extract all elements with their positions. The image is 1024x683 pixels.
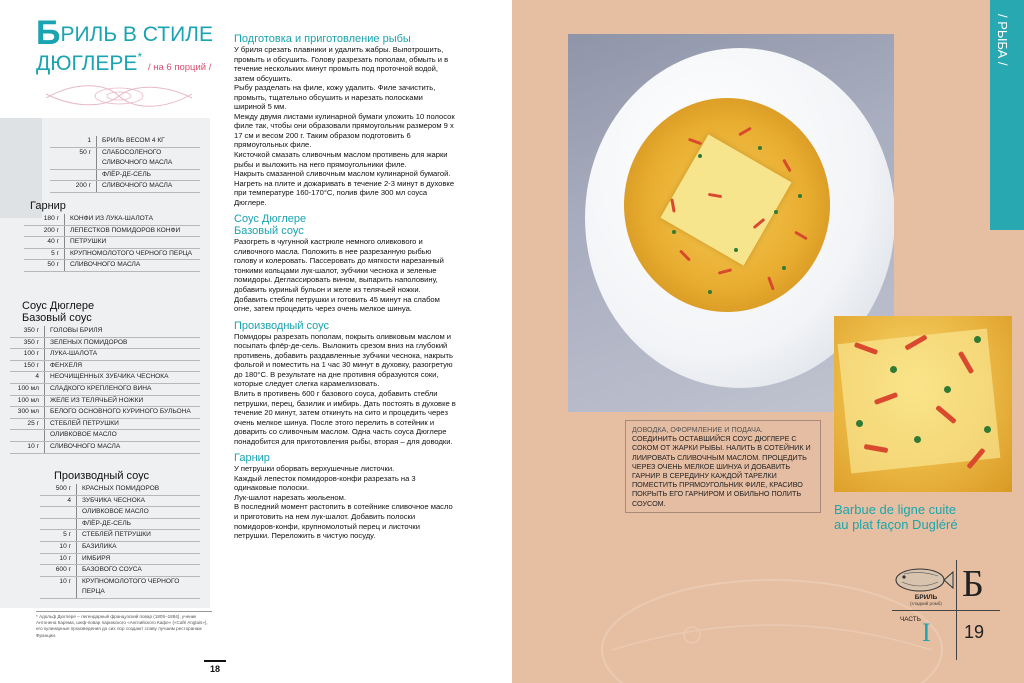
paragraph: В последний момент растопить в сотейнике сливочное масло и приготовить на нем лук-шалот. Добавить полоски помидоров-конфи, крупномолотый перец и листочки петрушки. Переложить в чистую посуду.: [234, 502, 453, 541]
parsley-leaf: [984, 426, 991, 433]
title-line2: ДЮГЛЕРЕ: [36, 52, 138, 75]
ingredients-main-list: [50, 136, 200, 193]
list-item: 10 г ИМБИРЯ: [40, 554, 200, 566]
list-item: 300 мл БЕЛОГО ОСНОВНОГО КУРИНОГО БУЛЬОНА: [10, 407, 200, 419]
list-item: 100 мл ЖЕЛЕ ИЗ ТЕЛЯЧЬЕЙ НОЖКИ: [10, 396, 200, 408]
title-asterisk: *: [137, 50, 143, 64]
page-number-right: 19: [964, 622, 985, 642]
french-title: Barbue de ligne cuite au plat façon Dugléré: [834, 502, 958, 532]
section-heading-fish: Подготовка и приготовление рыбы: [234, 33, 411, 45]
section-heading-base-sauce: Соус Дюглере Базовый соус: [234, 213, 307, 238]
parsley-leaf: [758, 146, 762, 150]
paragraph: Разогреть в чугунной кастрюле немного оливкового и сливочного масла. Положить в нее разрезанную рыбью голову и колеровать. Пассеровать до мягкости нарезанный тонкими кольцами лук-шалот, зубчики чеснока и зеленые помидоры. Деглассировать вином, выпарить наполовину, добавить куриный бульон и желе из телячьей ножки. Добавить стебли петрушки и готовить 45 минут на слабом огне, затем процедить через очень мелкое шинуа.: [234, 237, 444, 314]
list-item: 180 г КОНФИ ИЗ ЛУКА-ШАЛОТА: [24, 214, 200, 226]
list-item: ФЛЁР-ДЕ-СЕЛЬ: [40, 519, 200, 531]
part-number: I: [922, 618, 931, 647]
divider: [956, 560, 957, 660]
list-item: 350 г ЗЕЛЕНЫХ ПОМИДОРОВ: [10, 338, 200, 350]
part-label: ЧАСТЬ: [900, 616, 921, 623]
parsley-leaf: [672, 230, 676, 234]
paragraph: У бриля срезать плавники и удалить жабры. Выпотрошить, промыть и обсушить. Голову разрезать пополам, обмыть и в течение нескольких минут промыть под проточной водой, затем обсушить.: [234, 45, 449, 83]
parsley-leaf: [708, 290, 712, 294]
list-item: 10 г БАЗИЛИКА: [40, 542, 200, 554]
list-item: 10 г СЛИВОЧНОГО МАСЛА: [10, 442, 200, 454]
paragraph: Влить в противень 600 г базового соуса, добавить стебли петрушки, перец, базилик и имбирь. Дать постоять в духовке в течение 20 минут, затем откинуть на сито и процедить через очень мелкое шинуа. После этого перелить в сотейник и доварить со сливочным маслом. Одна часть соуса Дюглере понадобится для приготовления рыбы, вторая – для доводки.: [234, 388, 456, 446]
ornament-icon: [44, 78, 194, 114]
section-heading-derived-sauce: Производный соус: [234, 319, 330, 332]
recipe-instructions: [234, 33, 456, 541]
ingredients-derived-list: [40, 484, 200, 599]
garnish-heading: Гарнир: [30, 200, 66, 212]
serving-text: СОЕДИНИТЬ ОСТАВШИЙСЯ СОУС ДЮГЛЕРЕ С СОКОМ ОТ ЖАРКИ РЫБЫ. НАЛИТЬ В СОТЕЙНИК И ЛИИРОВАТЬ СЛИВОЧНЫМ МАСЛОМ. ПРОЦЕДИТЬ ЧЕРЕЗ ОЧЕНЬ МЕЛКОЕ ШИНУА И ДОБАВИТЬ ГАРНИР. В СЕРЕДИНУ КАЖДОЙ ТАРЕЛКИ ПОМЕСТИТЬ ПРЯМОУГОЛЬНИК ФИЛЕ, КРАСИВО ПОКРЫТЬ ЕГО ГАРНИРОМ И ОБИЛЬНО ПОЛИТЬ СОУСОМ.: [632, 434, 811, 508]
list-item: 150 г ФЕНХЕЛЯ: [10, 361, 200, 373]
paragraph: Рыбу разделать на филе, кожу удалить. Филе зачистить, промыть, тщательно обсушить и нарезать полосками шириной 5 мм.: [234, 83, 436, 112]
paragraph: У петрушки оборвать верхушечные листочки.: [234, 464, 395, 474]
list-item: 40 г ПЕТРУШКИ: [24, 237, 200, 249]
parsley-leaf: [856, 420, 863, 427]
list-item: 50 г СЛИВОЧНОГО МАСЛА: [24, 260, 200, 272]
paragraph: Между двумя листами кулинарной бумаги уложить 10 полосок филе так, чтобы они образовали прямоугольник размером 9 х 17 см и весом 200 г. Таким образом подготовить 6 прямоугольных филе.: [234, 111, 455, 150]
section-tab-label: / РЫБА /: [995, 14, 1010, 66]
index-box: [892, 560, 1000, 680]
parsley-leaf: [734, 248, 738, 252]
paragraph: Каждый лепесток помидоров-конфи разрезать на 3 одинаковые полоски.: [234, 473, 416, 493]
ingredients-garnish-list: [24, 214, 200, 272]
parsley-leaf: [798, 194, 802, 198]
dish-closeup-photo: [834, 316, 1012, 492]
base-sauce-heading: Соус Дюглере Базовый соус: [22, 300, 95, 324]
list-item: 50 г СЛАБОСОЛЕНОГО СЛИВОЧНОГО МАСЛА: [50, 148, 200, 170]
parsley-leaf: [974, 336, 981, 343]
list-item: 5 г КРУПНОМОЛОТОГО ЧЕРНОГО ПЕРЦА: [24, 249, 200, 261]
paragraph: Кисточкой смазать сливочным маслом противень для жарки рыбы и выложить на него прямоугольники филе.: [234, 150, 448, 169]
recipe-title: [36, 14, 226, 79]
list-item: ОЛИВКОВОЕ МАСЛО: [40, 507, 200, 519]
title-first-letter: Б: [36, 14, 61, 52]
serving-instructions: [625, 420, 821, 513]
title-line1: РИЛЬ В СТИЛЕ: [60, 23, 213, 46]
index-letter: Б: [962, 563, 984, 605]
list-item: ФЛЁР-ДЕ-СЕЛЬ: [50, 170, 200, 182]
list-item: 1 БРИЛЬ ВЕСОМ 4 КГ: [50, 136, 200, 148]
index-fish-name: БРИЛЬ: [914, 594, 938, 601]
list-item: 600 г БАЗОВОГО СОУСА: [40, 565, 200, 577]
serving-heading: ДОВОДКА, ОФОРМЛЕНИЕ И ПОДАЧА.: [632, 425, 763, 434]
list-item: 5 г СТЕБЛЕЙ ПЕТРУШКИ: [40, 530, 200, 542]
portions-label: / на 6 порций /: [147, 62, 212, 73]
parsley-leaf: [698, 154, 702, 158]
page-number-left: 18: [204, 660, 226, 674]
list-item: 4 ЗУБЧИКА ЧЕСНОКА: [40, 496, 200, 508]
parsley-leaf: [782, 266, 786, 270]
list-item: 200 г СЛИВОЧНОГО МАСЛА: [50, 181, 200, 193]
list-item: 100 мл СЛАДКОГО КРЕПЛЕНОГО ВИНА: [10, 384, 200, 396]
divider: [892, 610, 1000, 611]
list-item: 25 г СТЕБЛЕЙ ПЕТРУШКИ: [10, 419, 200, 431]
parsley-leaf: [774, 210, 778, 214]
parsley-leaf: [944, 386, 951, 393]
paragraph: Помидоры разрезать пополам, покрыть оливковым маслом и посыпать флёр-де-сель. Выложить срезом вниз на глубокий противень, добавить раздавленные зубчики чеснока, накрыть фольгой и поместить на 1 час 30 минут в духовку, разогретую до 180°С. В результате на дне противня образуются соки, которые следует слегка карамелизовать.: [234, 331, 453, 389]
list-item: 4 НЕОЧИЩЕННЫХ ЗУБЧИКА ЧЕСНОКА: [10, 372, 200, 384]
list-item: 350 г ГОЛОВЫ БРИЛЯ: [10, 326, 200, 338]
list-item: ОЛИВКОВОЕ МАСЛО: [10, 430, 200, 442]
parsley-leaf: [914, 436, 921, 443]
paragraph: Накрыть смазанной сливочным маслом кулинарной бумагой. Нагреть на плите и дожаривать в течение 2-3 минут в духовке при температуре 160-170°С, полив филе 300 мл соуса Дюглере.: [234, 169, 455, 207]
footnote: * Адольф Дюглере – легендарный французский повар (1805–1884), ученик Антонена Карема, шеф-повар парижского «Английского Кафе» («Café Anglais»), его кулинарные произведения до сих пор создают славу лучшим ресторанам Франции.: [36, 611, 212, 639]
section-heading-garnish: Гарнир: [234, 452, 270, 465]
list-item: 200 г ЛЕПЕСТКОВ ПОМИДОРОВ КОНФИ: [24, 226, 200, 238]
list-item: 10 г КРУПНОМОЛОТОГО ЧЕРНОГО ПЕРЦА: [40, 577, 200, 599]
index-fish-subname: (гладкий ромб): [910, 601, 942, 606]
list-item: 500 г КРАСНЫХ ПОМИДОРОВ: [40, 484, 200, 496]
fish-icon: [892, 566, 954, 594]
fish-fillet-closeup: [838, 329, 1001, 474]
list-item: 100 г ЛУКА-ШАЛОТА: [10, 349, 200, 361]
parsley-leaf: [890, 366, 897, 373]
ingredients-base-list: [10, 326, 200, 454]
derived-sauce-heading: Производный соус: [54, 470, 150, 482]
right-page: [512, 0, 1024, 683]
paragraph: Лук-шалот нарезать жюльеном.: [234, 492, 346, 502]
